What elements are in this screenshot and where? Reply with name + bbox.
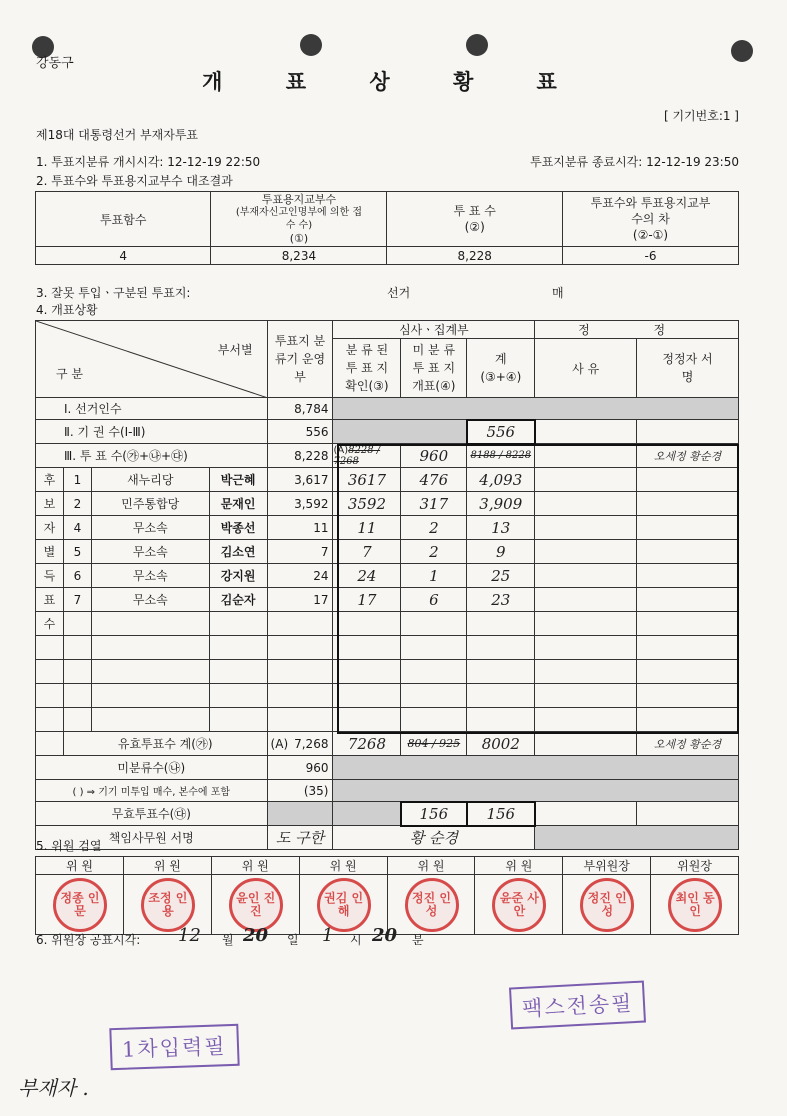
cand-party: 민주통합당 bbox=[91, 492, 209, 516]
empty-cell bbox=[267, 708, 333, 732]
side-label bbox=[36, 660, 64, 684]
header-total: 계 (③+④) bbox=[467, 339, 535, 398]
empty-cell bbox=[209, 660, 267, 684]
cand-name: 김순자 bbox=[209, 588, 267, 612]
empty-cell bbox=[267, 636, 333, 660]
invalid-classified bbox=[333, 802, 401, 826]
note-gray bbox=[333, 780, 739, 802]
member-title: 부위원장 bbox=[563, 857, 651, 875]
cand-classified: 11 bbox=[333, 516, 401, 540]
cand-machine: 3,592 bbox=[267, 492, 333, 516]
valid-reason bbox=[535, 732, 637, 756]
header-reason: 사 유 bbox=[535, 339, 637, 398]
member-seal: 정진 인성 bbox=[580, 878, 634, 932]
min-unit: 분 bbox=[412, 933, 424, 947]
electors-machine: 8,784 bbox=[267, 398, 333, 420]
member-title: 위 원 bbox=[123, 857, 211, 875]
empty-cell bbox=[333, 612, 401, 636]
diagonal-line bbox=[36, 321, 268, 398]
cand-signer bbox=[637, 492, 739, 516]
side-label: 자 bbox=[36, 516, 64, 540]
empty-cell bbox=[333, 684, 401, 708]
value-diff: -6 bbox=[563, 247, 739, 265]
fax-sent-stamp: 팩스전송필 bbox=[509, 980, 646, 1029]
member-seal: 윤인 진진 bbox=[229, 878, 283, 932]
cand-no: 6 bbox=[63, 564, 91, 588]
member-seal: 최인 동인 bbox=[668, 878, 722, 932]
cand-classified: 7 bbox=[333, 540, 401, 564]
votes-classified: (A)8228 / 7268 bbox=[333, 444, 401, 468]
abstain-gray bbox=[333, 420, 467, 444]
member-title: 위 원 bbox=[299, 857, 387, 875]
votes-total: 8188 / 8228 bbox=[467, 444, 535, 468]
valid-unclassified: 804 / 925 bbox=[401, 732, 467, 756]
section-1-start: 1. 투표지분류 개시시각: 12-12-19 22:50 bbox=[36, 155, 261, 169]
empty-cell bbox=[401, 660, 467, 684]
member-seal-cell bbox=[563, 875, 651, 935]
cand-unclassified: 6 bbox=[401, 588, 467, 612]
empty-cell bbox=[401, 684, 467, 708]
cand-name: 김소연 bbox=[209, 540, 267, 564]
abstain-signer bbox=[637, 420, 739, 444]
invalid-total: 156 bbox=[467, 802, 535, 826]
side-label: 별 bbox=[36, 540, 64, 564]
valid-classified: 7268 bbox=[333, 732, 401, 756]
cand-signer bbox=[637, 684, 739, 708]
row-unclassified: 미분류수(㉯) bbox=[36, 756, 268, 780]
empty-cell bbox=[91, 708, 209, 732]
official-sign-a: 도 구한 bbox=[267, 826, 333, 850]
header-classified: 분 류 된 투 표 지 확인(③) bbox=[333, 339, 401, 398]
row-official: 책임사무원 서명 bbox=[36, 826, 268, 850]
official-sign-b: 황 순경 bbox=[333, 826, 535, 850]
votes-reason bbox=[535, 444, 637, 468]
cand-party: 무소속 bbox=[91, 540, 209, 564]
election-name: 제18대 대통령선거 부재자투표 bbox=[36, 128, 199, 142]
cand-reason bbox=[535, 564, 637, 588]
member-seal: 정진 인성 bbox=[405, 878, 459, 932]
cand-name: 박종선 bbox=[209, 516, 267, 540]
header-diff: 투표수와 투표용지교부수의 차 (②-①) bbox=[563, 192, 739, 247]
counting-table bbox=[35, 320, 739, 850]
row-abstain: Ⅱ. 기 권 수(Ⅰ-Ⅲ) bbox=[36, 420, 268, 444]
member-seal-cell bbox=[475, 875, 563, 935]
cand-machine: 7 bbox=[267, 540, 333, 564]
cand-unclassified: 2 bbox=[401, 516, 467, 540]
section-4-title: 4. 개표상황 bbox=[36, 303, 98, 317]
abstain-total: 556 bbox=[467, 420, 535, 444]
cand-reason bbox=[535, 636, 637, 660]
section-3-title: 3. 잘못 투입ㆍ구분된 투표지: bbox=[36, 286, 191, 300]
empty-cell bbox=[267, 612, 333, 636]
empty-cell bbox=[63, 708, 91, 732]
cand-signer bbox=[637, 588, 739, 612]
cand-reason bbox=[535, 660, 637, 684]
section-5-title: 5. 위원 검열 bbox=[36, 839, 102, 853]
month-unit: 월 bbox=[222, 933, 234, 947]
header-votes: 투 표 수 (②) bbox=[387, 192, 563, 247]
empty-cell bbox=[267, 660, 333, 684]
cand-signer bbox=[637, 540, 739, 564]
cand-no: 1 bbox=[63, 468, 91, 492]
device-number: [ 기기번호:1 ] bbox=[663, 109, 739, 123]
cand-party: 무소속 bbox=[91, 564, 209, 588]
announce-day: 20 bbox=[243, 925, 269, 946]
announce-min: 20 bbox=[372, 925, 398, 946]
invalid-signer bbox=[637, 802, 739, 826]
header-correct: 정 정 bbox=[535, 321, 739, 339]
side-label bbox=[36, 636, 64, 660]
empty-cell bbox=[467, 684, 535, 708]
section-2-title: 2. 투표수와 투표용지교부수 대조결과 bbox=[36, 174, 233, 188]
cand-no: 5 bbox=[63, 540, 91, 564]
hour-unit: 시 bbox=[350, 933, 362, 947]
district: 강동구 bbox=[36, 56, 74, 71]
header-issued: 투표용지교부수 (부재자신고인명부에 의한 접수 수) (①) bbox=[211, 192, 387, 247]
empty-cell bbox=[63, 684, 91, 708]
cand-classified: 17 bbox=[333, 588, 401, 612]
cand-signer bbox=[637, 660, 739, 684]
cand-signer bbox=[637, 636, 739, 660]
unclassified-gray bbox=[333, 756, 739, 780]
abstain-reason bbox=[535, 420, 637, 444]
member-seal-cell bbox=[387, 875, 475, 935]
empty-cell bbox=[63, 636, 91, 660]
cand-classified: 24 bbox=[333, 564, 401, 588]
members-table bbox=[35, 856, 739, 935]
empty-cell bbox=[333, 636, 401, 660]
cand-total: 23 bbox=[467, 588, 535, 612]
value-boxes: 4 bbox=[36, 247, 211, 265]
value-issued: 8,234 bbox=[211, 247, 387, 265]
cand-no: 7 bbox=[63, 588, 91, 612]
invalid-machine bbox=[267, 802, 333, 826]
note-machine: (35) bbox=[267, 780, 333, 802]
invalid-reason bbox=[535, 802, 637, 826]
empty-cell bbox=[467, 708, 535, 732]
cand-classified: 3592 bbox=[333, 492, 401, 516]
cand-signer bbox=[637, 516, 739, 540]
cand-reason bbox=[535, 516, 637, 540]
cand-name: 문재인 bbox=[209, 492, 267, 516]
official-gray bbox=[535, 826, 739, 850]
member-seal-cell bbox=[36, 875, 124, 935]
cand-machine: 24 bbox=[267, 564, 333, 588]
empty-cell bbox=[333, 660, 401, 684]
cand-unclassified: 2 bbox=[401, 540, 467, 564]
empty-cell bbox=[467, 660, 535, 684]
cand-signer bbox=[637, 564, 739, 588]
cand-signer bbox=[637, 708, 739, 732]
comparison-table bbox=[35, 191, 739, 265]
cand-total: 13 bbox=[467, 516, 535, 540]
announce-hour: 1 bbox=[322, 925, 334, 946]
votes-machine: 8,228 bbox=[267, 444, 333, 468]
valid-signer: 오세정 황순경 bbox=[637, 732, 739, 756]
side-label: 보 bbox=[36, 492, 64, 516]
cand-reason bbox=[535, 684, 637, 708]
empty-cell bbox=[91, 684, 209, 708]
cand-reason bbox=[535, 468, 637, 492]
empty-cell bbox=[401, 636, 467, 660]
member-title: 위 원 bbox=[475, 857, 563, 875]
empty-cell bbox=[467, 636, 535, 660]
cand-total: 9 bbox=[467, 540, 535, 564]
section-3-election: 선거 bbox=[387, 286, 411, 300]
cand-total: 25 bbox=[467, 564, 535, 588]
punch-hole bbox=[731, 40, 753, 62]
cand-no: 2 bbox=[63, 492, 91, 516]
header-dept: 부서별 bbox=[217, 343, 253, 357]
side-label: 수 bbox=[36, 612, 64, 636]
empty-cell bbox=[209, 612, 267, 636]
input-done-stamp: 1차입력필 bbox=[109, 1024, 239, 1070]
empty-cell bbox=[91, 612, 209, 636]
header-unclassified: 미 분 류 투 표 지 개표(④) bbox=[401, 339, 467, 398]
section-6-title: 6. 위원장 공표시각: bbox=[36, 933, 141, 947]
empty-cell bbox=[467, 612, 535, 636]
header-machine: 투표지 분류기 운영부 bbox=[267, 321, 333, 398]
side-label: 득 bbox=[36, 564, 64, 588]
unclassified-machine: 960 bbox=[267, 756, 333, 780]
punch-hole bbox=[466, 34, 488, 56]
cand-unclassified: 1 bbox=[401, 564, 467, 588]
header-boxes: 투표함수 bbox=[36, 192, 211, 247]
cand-reason bbox=[535, 708, 637, 732]
header-signer: 정정자 서 명 bbox=[637, 339, 739, 398]
cand-classified: 3617 bbox=[333, 468, 401, 492]
cand-unclassified: 317 bbox=[401, 492, 467, 516]
row-votes: Ⅲ. 투 표 수(㉮+㉯+㉰) bbox=[36, 444, 268, 468]
member-seal: 정종 인문 bbox=[53, 878, 107, 932]
cand-party: 새누리당 bbox=[91, 468, 209, 492]
row-note: ( ) ⇒ 기기 미투입 매수, 본수에 포함 bbox=[36, 780, 268, 802]
cand-no: 4 bbox=[63, 516, 91, 540]
page-title: 개 표 상 황 표 bbox=[202, 70, 585, 94]
row-electors: Ⅰ. 선거인수 bbox=[36, 398, 268, 420]
announce-month: 12 bbox=[178, 925, 201, 946]
cand-unclassified: 476 bbox=[401, 468, 467, 492]
member-seal: 조정 인용 bbox=[141, 878, 195, 932]
side-label: 표 bbox=[36, 588, 64, 612]
cand-signer bbox=[637, 612, 739, 636]
row-invalid: 무효투표수(㉰) bbox=[36, 802, 268, 826]
empty-cell bbox=[401, 612, 467, 636]
footer-handwriting: 부재자 . bbox=[18, 1076, 89, 1100]
member-seal: 윤준 사안 bbox=[492, 878, 546, 932]
empty-cell bbox=[63, 660, 91, 684]
member-title: 위 원 bbox=[387, 857, 475, 875]
abstain-machine: 556 bbox=[267, 420, 333, 444]
empty-cell bbox=[401, 708, 467, 732]
empty-cell bbox=[209, 708, 267, 732]
day-unit: 일 bbox=[287, 933, 299, 947]
member-seal: 권김 인해 bbox=[317, 878, 371, 932]
side-label bbox=[36, 684, 64, 708]
cand-signer bbox=[637, 468, 739, 492]
empty-cell bbox=[209, 684, 267, 708]
member-title: 위 원 bbox=[36, 857, 124, 875]
cand-total: 4,093 bbox=[467, 468, 535, 492]
header-category-label: 구 분 bbox=[56, 367, 83, 381]
votes-signer: 오세정 황순경 bbox=[637, 444, 739, 468]
cand-machine: 11 bbox=[267, 516, 333, 540]
empty-cell bbox=[91, 636, 209, 660]
member-title: 위원장 bbox=[651, 857, 739, 875]
invalid-unclassified: 156 bbox=[401, 802, 467, 826]
row-valid: 유효투표수 계(㉮) bbox=[63, 732, 267, 756]
member-title: 위 원 bbox=[211, 857, 299, 875]
cand-reason bbox=[535, 612, 637, 636]
empty-cell bbox=[267, 684, 333, 708]
section-1-end: 투표지분류 종료시각: 12-12-19 23:50 bbox=[530, 155, 739, 169]
cand-machine: 3,617 bbox=[267, 468, 333, 492]
value-votes: 8,228 bbox=[387, 247, 563, 265]
valid-machine: (A) 7,268 bbox=[267, 732, 333, 756]
valid-total: 8002 bbox=[467, 732, 535, 756]
header-review: 심사ㆍ집계부 bbox=[333, 321, 535, 339]
cand-total: 3,909 bbox=[467, 492, 535, 516]
side-label: 후 bbox=[36, 468, 64, 492]
side-blank bbox=[36, 732, 64, 756]
cand-reason bbox=[535, 540, 637, 564]
cand-party: 무소속 bbox=[91, 516, 209, 540]
punch-hole bbox=[300, 34, 322, 56]
section-3-count: 매 bbox=[552, 286, 564, 300]
cand-party: 무소속 bbox=[91, 588, 209, 612]
empty-cell bbox=[333, 708, 401, 732]
member-seal-cell bbox=[651, 875, 739, 935]
empty-cell bbox=[209, 636, 267, 660]
side-label bbox=[36, 708, 64, 732]
cand-name: 강지원 bbox=[209, 564, 267, 588]
electors-gray bbox=[333, 398, 739, 420]
cand-machine: 17 bbox=[267, 588, 333, 612]
votes-unclassified: 960 bbox=[401, 444, 467, 468]
cand-name: 박근혜 bbox=[209, 468, 267, 492]
cand-reason bbox=[535, 492, 637, 516]
cand-reason bbox=[535, 588, 637, 612]
empty-cell bbox=[91, 660, 209, 684]
header-category bbox=[36, 321, 268, 398]
empty-cell bbox=[63, 612, 91, 636]
